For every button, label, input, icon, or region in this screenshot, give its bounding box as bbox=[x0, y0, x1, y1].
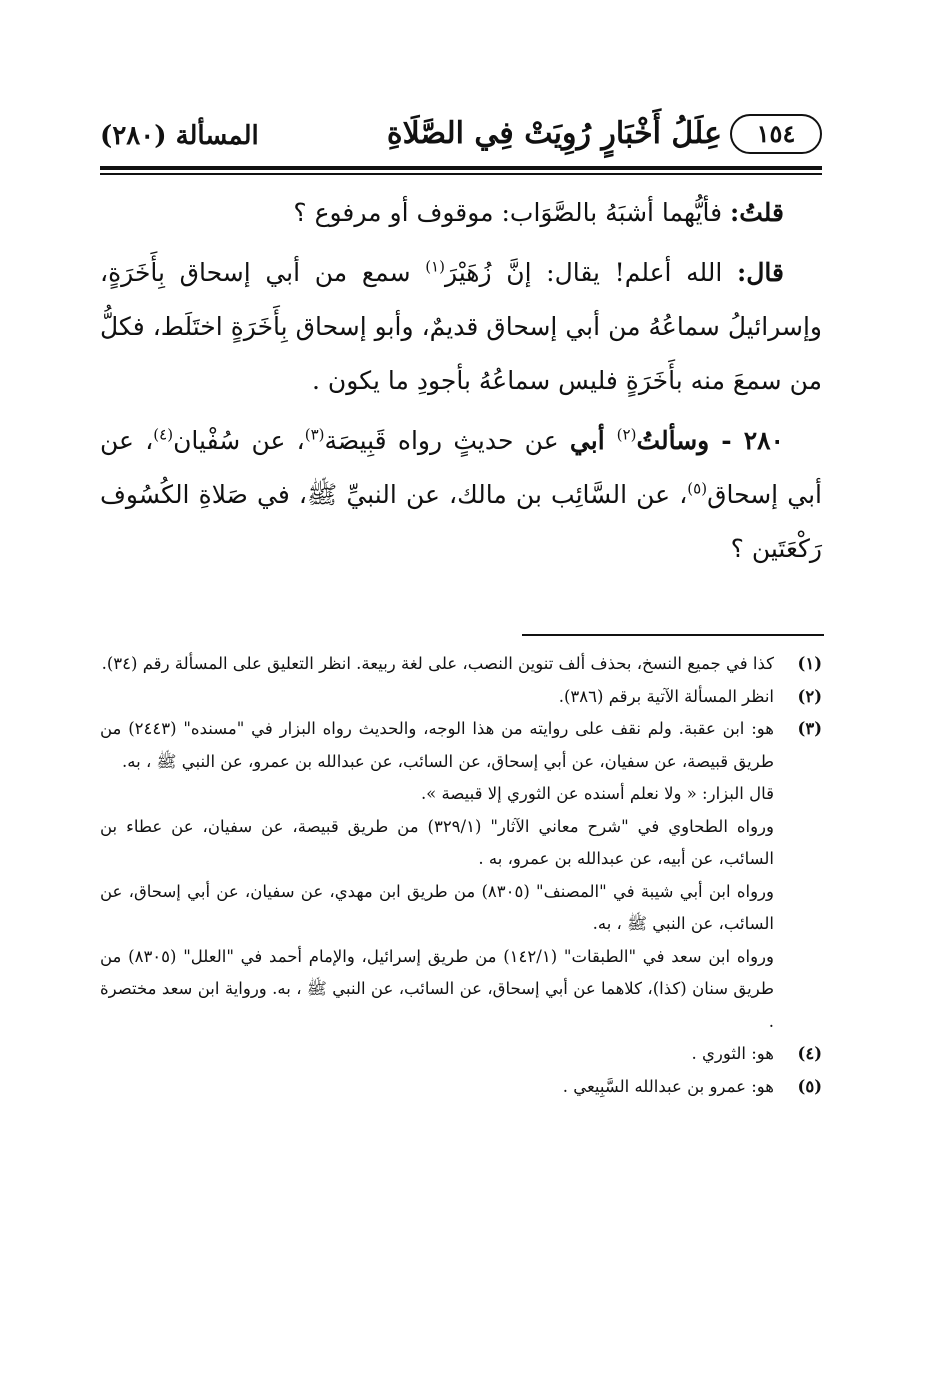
footnote-ref-4: (٤) bbox=[153, 425, 174, 444]
footnote-text: ورواه الطحاوي في "شرح معاني الآثار" (٣٢٩/١) من طريق قبيصة، عن سفيان، عن عطاء بن السائب، عن أبيه، عن عبدالله بن عمرو، به . bbox=[100, 816, 774, 868]
question-lead: قلتُ: bbox=[729, 198, 784, 227]
footnotes bbox=[100, 648, 822, 1103]
footnote-1 bbox=[100, 648, 822, 681]
header-rule-thick bbox=[100, 166, 822, 170]
answer-lead: قال: bbox=[737, 258, 784, 287]
issue-label: المسألة (٢٨٠) bbox=[100, 121, 259, 151]
footnote-4 bbox=[100, 1038, 822, 1071]
footnote-2 bbox=[100, 681, 822, 714]
footnote-mark: (٤) bbox=[797, 1044, 822, 1063]
footnote-text: هو: عمرو بن عبدالله السَّبِيعي . bbox=[562, 1076, 774, 1096]
footnote-text: هو: الثوري . bbox=[691, 1044, 774, 1063]
footnote-ref-2: (٢) bbox=[616, 425, 637, 444]
footnote-ref-3: (٣) bbox=[304, 425, 325, 444]
footnote-text: هو: ابن عقبة. ولم نقف على روايته من هذا الوجه، والحديث رواه البزار في "مسنده" (٢٤٤٣) من طريق قبيصة، عن سفيان، عن أبي إسحاق، عن السائب، عن عبدالله بن عمرو، عن النبي ﷺ ، به. bbox=[100, 719, 774, 771]
page-number: ١٥٤ bbox=[730, 114, 822, 154]
footnote-mark: (٢) bbox=[797, 686, 822, 706]
footnote-text: كذا في جميع النسخ، بحذف ألف تنوين النصب، على لغة ربيعة. انظر التعليق على المسألة رقم (٣٤). bbox=[101, 654, 774, 673]
paragraph-issue-280 bbox=[100, 414, 822, 576]
footnote-5 bbox=[100, 1071, 822, 1104]
main-text bbox=[100, 186, 822, 582]
issue-number: ٢٨٠ - bbox=[709, 426, 784, 455]
answer-text-b: سمع من أبي إسحاق بِأَخَرَةٍ، وإسرائيلُ سماعُهُ من أبي إسحاق قديمٌ، وأبو إسحاق بِأَخَرَةٍ اختَلَط، فكلُّ من سمعَ منه بأَخَرَةٍ فليس سماعُهُ بأجودِ ما يكون . bbox=[100, 258, 822, 395]
footnote-mark: (٣) bbox=[797, 719, 822, 738]
issue-lead-2: أبي bbox=[569, 426, 617, 455]
issue-text-b: ، عن سُفْيان bbox=[173, 426, 305, 455]
footnote-text: قال البزار: « ولا نعلم أسنده عن الثوري إلا قبيصة ». bbox=[420, 784, 774, 803]
footnote-text: ورواه ابن سعد في "الطبقات" (١٤٢/١) من طريق إسرائيل، والإمام أحمد في "العلل" (٨٣٠٥) من طريق سنان (كذا)، كلاهما عن أبي إسحاق، عن السائب، عن النبي ﷺ ، به. ورواية ابن سعد مختصرة . bbox=[100, 946, 774, 1031]
footnote-3 bbox=[100, 713, 822, 1038]
answer-text-a: الله أعلم! يقال: إنَّ زُهَيْرَ bbox=[444, 258, 738, 287]
question-text: فأيُّهما أشبَهُ بالصَّوَاب: موقوف أو مرفوع ؟ bbox=[293, 198, 730, 227]
footnote-separator bbox=[522, 634, 824, 636]
footnote-ref-5: (٥) bbox=[687, 479, 708, 498]
footnote-text: انظر المسألة الآتية برقم (٣٨٦). bbox=[558, 686, 774, 706]
footnote-ref-1: (١) bbox=[425, 257, 445, 276]
footnote-mark: (٥) bbox=[797, 1076, 822, 1096]
running-title: عِلَلُ أَخْبَارٍ رُوِيَتْ فِي الصَّلَاةِ bbox=[386, 116, 722, 151]
issue-text-d: ، عن السَّائِب بن مالك، عن النبيِّ ﷺ، في صَلاةِ الكُسُوف رَكْعَتَين ؟ bbox=[100, 480, 822, 563]
paragraph-answer bbox=[100, 246, 822, 408]
header-rule-thin bbox=[100, 173, 822, 175]
page-header bbox=[100, 112, 822, 164]
footnote-mark: (١) bbox=[797, 654, 822, 673]
footnote-text: ورواه ابن أبي شيبة في "المصنف" (٨٣٠٥) من طريق ابن مهدي، عن سفيان، عن أبي إسحاق، عن السائب، عن النبي ﷺ ، به. bbox=[100, 881, 774, 933]
paragraph-question bbox=[100, 186, 822, 240]
issue-lead: وسألتُ bbox=[636, 426, 710, 455]
issue-text-a: عن حديثٍ رواه قَبِيصَة bbox=[324, 426, 570, 455]
issue-text-c: ، عن أبي إسحاق bbox=[100, 426, 822, 509]
